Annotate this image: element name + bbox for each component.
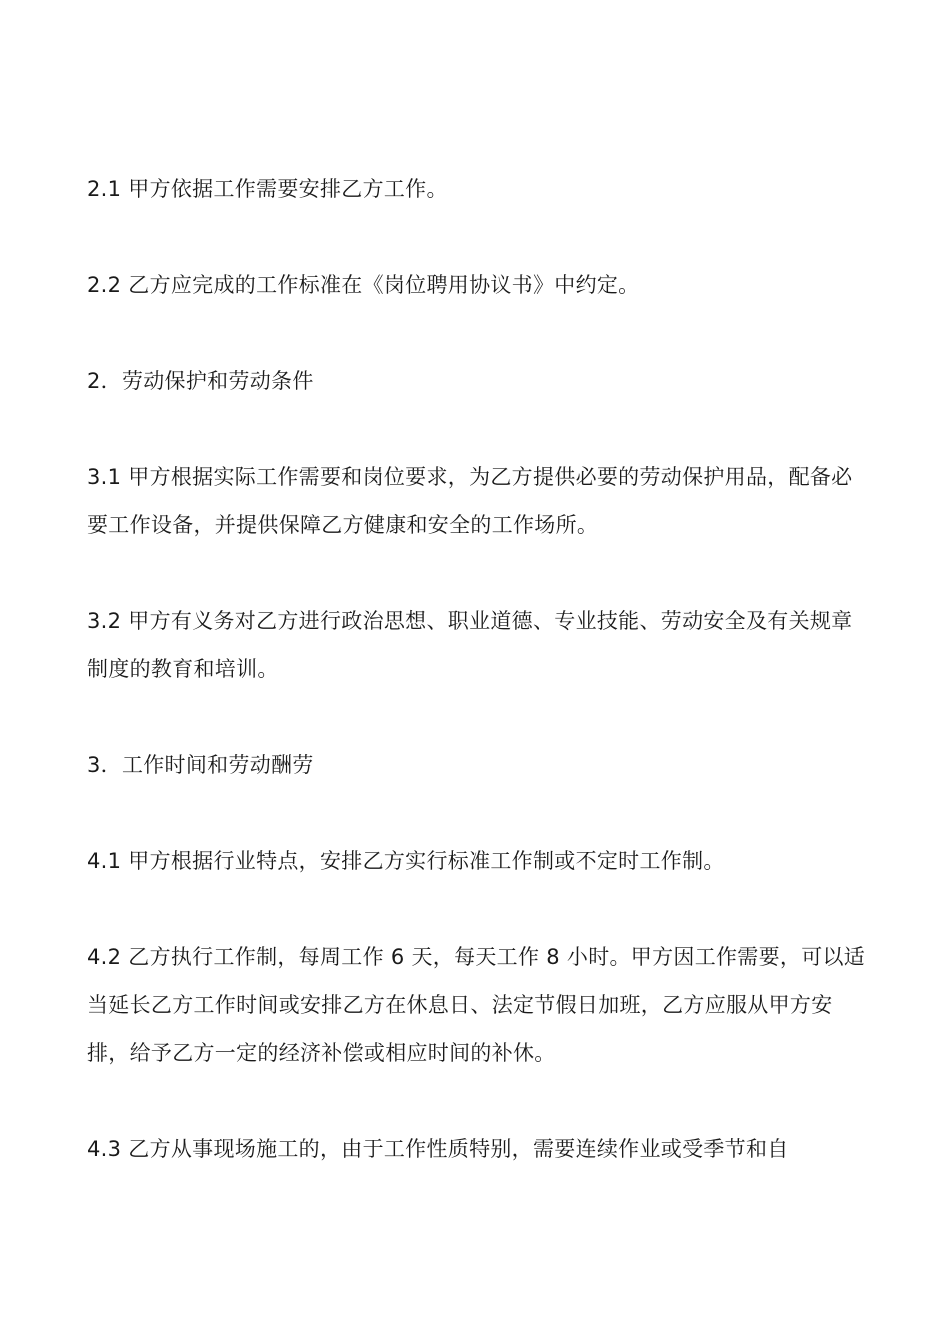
section-heading-labor-protection: 2．劳动保护和劳动条件: [87, 369, 314, 393]
document-body: [87, 165, 867, 1221]
section-heading-working-hours: 3．工作时间和劳动酬劳: [87, 753, 314, 777]
clause-4-1: 4.1 甲方根据行业特点，安排乙方实行标准工作制或不定时工作制。: [87, 849, 725, 873]
clause-4-3: 4.3 乙方从事现场施工的，由于工作性质特别，需要连续作业或受季节和自: [87, 1137, 789, 1161]
clause-2-2: 2.2 乙方应完成的工作标准在《岗位聘用协议书》中约定。: [87, 273, 640, 297]
clause-3-1: 3.1 甲方根据实际工作需要和岗位要求，为乙方提供必要的劳动保护用品，配备必要工作设备，并提供保障乙方健康和安全的工作场所。: [87, 465, 853, 537]
clause-3-2: 3.2 甲方有义务对乙方进行政治思想、职业道德、专业技能、劳动安全及有关规章制度的教育和培训。: [87, 609, 853, 681]
clause-2-1: 2.1 甲方依据工作需要安排乙方工作。: [87, 177, 448, 201]
clause-4-2: 4.2 乙方执行工作制，每周工作 6 天，每天工作 8 小时。甲方因工作需要，可以适当延长乙方工作时间或安排乙方在休息日、法定节假日加班，乙方应服从甲方安排，给予乙方一定的经济补偿或相应时间的补休。: [87, 945, 866, 1065]
